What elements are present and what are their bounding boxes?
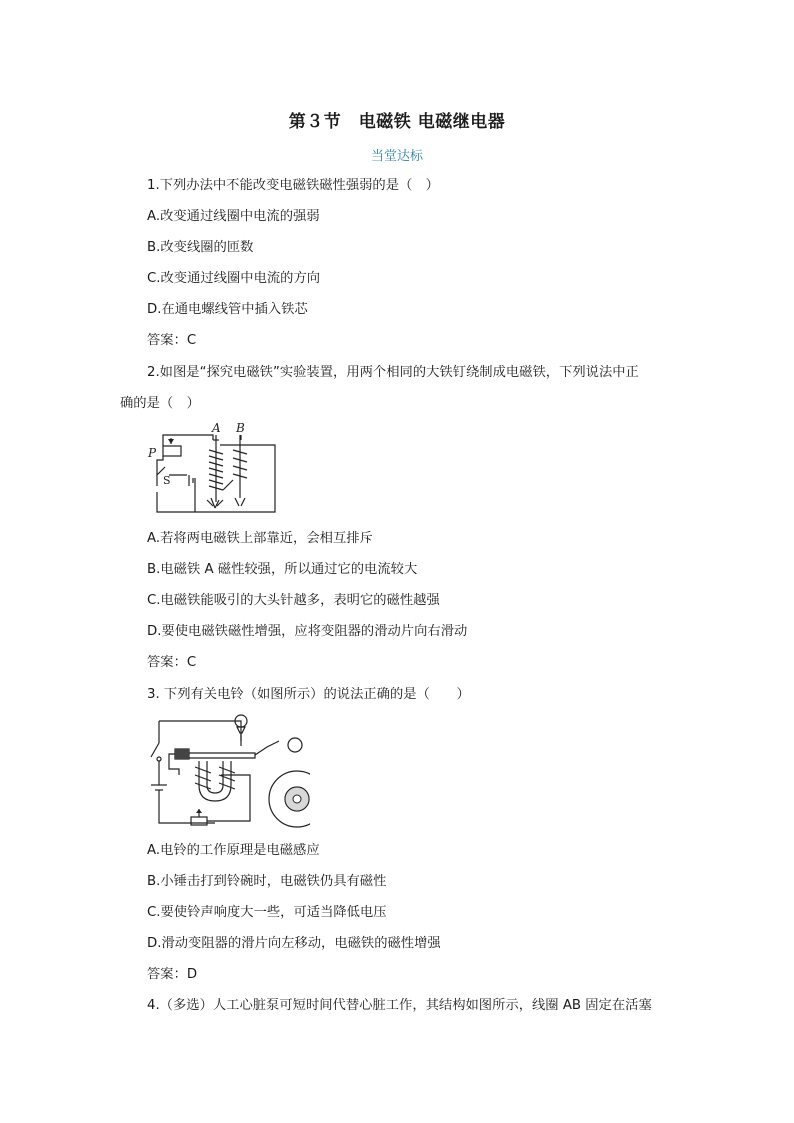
q4-stem: 4.（多选）人工心脏泵可短时间代替心脏工作，其结构如图所示，线圈 AB 固定在活塞 bbox=[147, 998, 652, 1013]
q2-label-b: B bbox=[236, 421, 245, 435]
q2-label-a: A bbox=[212, 421, 221, 435]
q3-option-a: A.电铃的工作原理是电磁感应 bbox=[147, 843, 320, 858]
q2-label-p: P bbox=[148, 446, 157, 460]
q2-stem-line1: 2.如图是“探究电磁铁”实验装置，用两个相同的大铁钉绕制成电磁铁，下列说法中正 bbox=[147, 365, 639, 380]
q2-option-c: C.电磁铁能吸引的大头针越多，表明它的磁性越强 bbox=[147, 593, 440, 608]
section-heading: 当堂达标 bbox=[370, 149, 423, 164]
q1-option-b: B.改变线圈的匝数 bbox=[147, 240, 254, 255]
q2-electromagnet-figure bbox=[145, 420, 285, 515]
q1-option-d: D.在通电螺线管中插入铁芯 bbox=[147, 302, 308, 317]
q1-stem: 1.下列办法中不能改变电磁铁磁性强弱的是（ ） bbox=[147, 178, 439, 193]
q2-option-b: B.电磁铁 A 磁性较强，所以通过它的电流较大 bbox=[147, 562, 418, 577]
page-title: 第３节 电磁铁 电磁继电器 bbox=[288, 112, 506, 132]
q3-electric-bell-figure bbox=[145, 713, 310, 833]
q1-answer: 答案：C bbox=[147, 333, 197, 348]
q1-option-a: A.改变通过线圈中电流的强弱 bbox=[147, 209, 320, 224]
q2-label-s: S bbox=[163, 474, 171, 487]
q1-option-c: C.改变通过线圈中电流的方向 bbox=[147, 271, 321, 286]
q3-option-d: D.滑动变阻器的滑片向左移动，电磁铁的磁性增强 bbox=[147, 936, 441, 951]
q3-option-b: B.小锤击打到铃碗时，电磁铁仍具有磁性 bbox=[147, 874, 387, 889]
q3-stem: 3. 下列有关电铃（如图所示）的说法正确的是（ ） bbox=[147, 687, 470, 702]
q3-option-c: C.要使铃声响度大一些，可适当降低电压 bbox=[147, 905, 387, 920]
q2-option-a: A.若将两电磁铁上部靠近，会相互排斥 bbox=[147, 531, 373, 546]
q2-answer: 答案：C bbox=[147, 655, 197, 670]
q2-stem-line2: 确的是（ ） bbox=[120, 396, 200, 411]
q3-answer: 答案：D bbox=[147, 967, 198, 982]
q2-option-d: D.要使电磁铁磁性增强，应将变阻器的滑动片向右滑动 bbox=[147, 624, 468, 639]
